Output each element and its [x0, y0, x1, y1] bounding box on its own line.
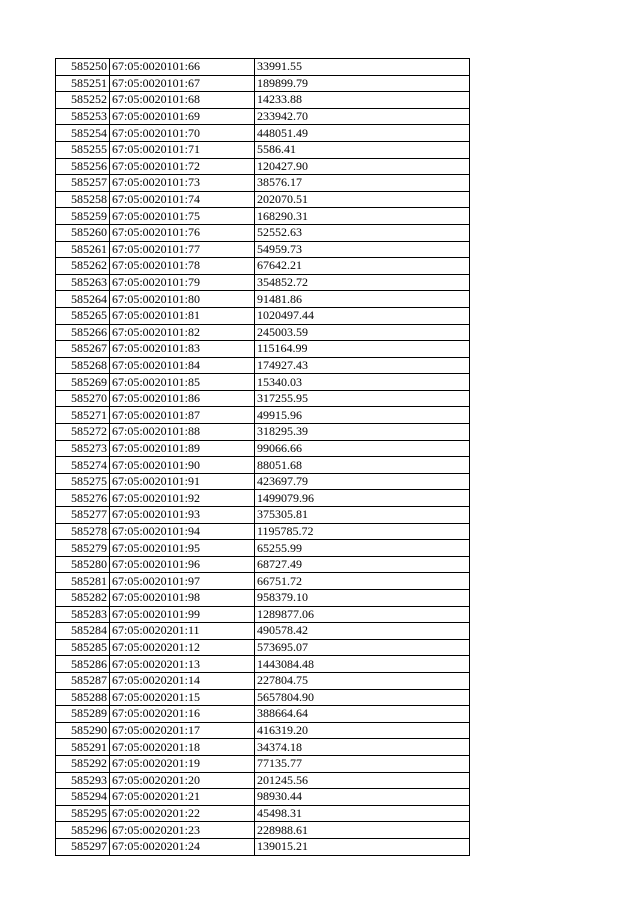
table-row [56, 672, 470, 689]
row-id-cell: 585280 [56, 556, 110, 573]
row-id-cell: 585256 [56, 158, 110, 175]
table-row [56, 357, 470, 374]
table-row [56, 639, 470, 656]
table-row [56, 722, 470, 739]
cadastral-number-cell: 67:05:0020201:21 [110, 789, 255, 806]
table-row [56, 175, 470, 192]
cadastral-number-cell: 67:05:0020101:68 [110, 92, 255, 109]
table-row [56, 755, 470, 772]
cadastral-number-cell: 67:05:0020101:85 [110, 374, 255, 391]
row-id-cell: 585261 [56, 241, 110, 258]
value-cell: 189899.79 [255, 75, 470, 92]
cadastral-number-cell: 67:05:0020201:12 [110, 639, 255, 656]
cadastral-number-cell: 67:05:0020201:17 [110, 722, 255, 739]
value-cell: 99066.66 [255, 440, 470, 457]
row-id-cell: 585295 [56, 805, 110, 822]
value-cell: 33991.55 [255, 59, 470, 76]
cadastral-number-cell: 67:05:0020101:95 [110, 540, 255, 557]
value-cell: 88051.68 [255, 457, 470, 474]
row-id-cell: 585278 [56, 523, 110, 540]
row-id-cell: 585285 [56, 639, 110, 656]
value-cell: 52552.63 [255, 224, 470, 241]
cadastral-number-cell: 67:05:0020101:81 [110, 307, 255, 324]
table-row [56, 507, 470, 524]
value-cell: 115164.99 [255, 341, 470, 358]
row-id-cell: 585265 [56, 307, 110, 324]
table-row [56, 241, 470, 258]
table-row [56, 473, 470, 490]
cadastral-number-cell: 67:05:0020101:82 [110, 324, 255, 341]
row-id-cell: 585293 [56, 772, 110, 789]
table-row [56, 92, 470, 109]
cadastral-number-cell: 67:05:0020101:79 [110, 274, 255, 291]
cadastral-number-cell: 67:05:0020101:84 [110, 357, 255, 374]
table-row [56, 805, 470, 822]
table-row [56, 706, 470, 723]
data-table [55, 58, 470, 856]
row-id-cell: 585272 [56, 424, 110, 441]
table-row [56, 324, 470, 341]
table-body [56, 59, 470, 856]
table-row [56, 523, 470, 540]
cadastral-number-cell: 67:05:0020101:67 [110, 75, 255, 92]
cadastral-number-cell: 67:05:0020101:83 [110, 341, 255, 358]
row-id-cell: 585279 [56, 540, 110, 557]
table-row [56, 689, 470, 706]
row-id-cell: 585257 [56, 175, 110, 192]
value-cell: 67642.21 [255, 258, 470, 275]
table-row [56, 291, 470, 308]
cadastral-number-cell: 67:05:0020101:92 [110, 490, 255, 507]
cadastral-number-cell: 67:05:0020101:97 [110, 573, 255, 590]
cadastral-number-cell: 67:05:0020101:80 [110, 291, 255, 308]
row-id-cell: 585267 [56, 341, 110, 358]
table-row [56, 191, 470, 208]
row-id-cell: 585284 [56, 623, 110, 640]
value-cell: 1289877.06 [255, 606, 470, 623]
value-cell: 227804.75 [255, 672, 470, 689]
cadastral-number-cell: 67:05:0020101:88 [110, 424, 255, 441]
value-cell: 573695.07 [255, 639, 470, 656]
cadastral-number-cell: 67:05:0020101:74 [110, 191, 255, 208]
cadastral-number-cell: 67:05:0020101:89 [110, 440, 255, 457]
cadastral-number-cell: 67:05:0020201:24 [110, 838, 255, 855]
table-row [56, 390, 470, 407]
cadastral-number-cell: 67:05:0020101:93 [110, 507, 255, 524]
value-cell: 490578.42 [255, 623, 470, 640]
value-cell: 354852.72 [255, 274, 470, 291]
table-row [56, 158, 470, 175]
row-id-cell: 585260 [56, 224, 110, 241]
cadastral-number-cell: 67:05:0020101:69 [110, 108, 255, 125]
table-row [56, 540, 470, 557]
cadastral-number-cell: 67:05:0020201:20 [110, 772, 255, 789]
value-cell: 1499079.96 [255, 490, 470, 507]
table-row [56, 490, 470, 507]
row-id-cell: 585269 [56, 374, 110, 391]
row-id-cell: 585297 [56, 838, 110, 855]
cadastral-number-cell: 67:05:0020101:96 [110, 556, 255, 573]
row-id-cell: 585258 [56, 191, 110, 208]
row-id-cell: 585254 [56, 125, 110, 142]
row-id-cell: 585253 [56, 108, 110, 125]
cadastral-number-cell: 67:05:0020101:87 [110, 407, 255, 424]
table-row [56, 224, 470, 241]
table-row [56, 208, 470, 225]
row-id-cell: 585292 [56, 755, 110, 772]
value-cell: 317255.95 [255, 390, 470, 407]
value-cell: 45498.31 [255, 805, 470, 822]
row-id-cell: 585281 [56, 573, 110, 590]
table-row [56, 374, 470, 391]
row-id-cell: 585263 [56, 274, 110, 291]
row-id-cell: 585288 [56, 689, 110, 706]
table-row [56, 440, 470, 457]
row-id-cell: 585259 [56, 208, 110, 225]
row-id-cell: 585287 [56, 672, 110, 689]
cadastral-number-cell: 67:05:0020201:23 [110, 822, 255, 839]
value-cell: 15340.03 [255, 374, 470, 391]
table-row [56, 772, 470, 789]
value-cell: 168290.31 [255, 208, 470, 225]
cadastral-number-cell: 67:05:0020101:66 [110, 59, 255, 76]
value-cell: 245003.59 [255, 324, 470, 341]
table-row [56, 789, 470, 806]
table-row [56, 424, 470, 441]
table-row [56, 59, 470, 76]
value-cell: 38576.17 [255, 175, 470, 192]
table-row [56, 573, 470, 590]
row-id-cell: 585276 [56, 490, 110, 507]
value-cell: 66751.72 [255, 573, 470, 590]
table-row [56, 141, 470, 158]
value-cell: 139015.21 [255, 838, 470, 855]
cadastral-number-cell: 67:05:0020201:15 [110, 689, 255, 706]
table-row [56, 341, 470, 358]
table-row [56, 125, 470, 142]
value-cell: 98930.44 [255, 789, 470, 806]
value-cell: 233942.70 [255, 108, 470, 125]
cadastral-number-cell: 67:05:0020101:77 [110, 241, 255, 258]
row-id-cell: 585289 [56, 706, 110, 723]
row-id-cell: 585250 [56, 59, 110, 76]
row-id-cell: 585271 [56, 407, 110, 424]
table-row [56, 838, 470, 855]
cadastral-number-cell: 67:05:0020101:99 [110, 606, 255, 623]
value-cell: 5586.41 [255, 141, 470, 158]
table-row [56, 623, 470, 640]
row-id-cell: 585264 [56, 291, 110, 308]
cadastral-number-cell: 67:05:0020101:78 [110, 258, 255, 275]
row-id-cell: 585255 [56, 141, 110, 158]
row-id-cell: 585262 [56, 258, 110, 275]
row-id-cell: 585283 [56, 606, 110, 623]
value-cell: 1195785.72 [255, 523, 470, 540]
table-row [56, 75, 470, 92]
row-id-cell: 585275 [56, 473, 110, 490]
cadastral-number-cell: 67:05:0020101:94 [110, 523, 255, 540]
row-id-cell: 585277 [56, 507, 110, 524]
cadastral-number-cell: 67:05:0020101:70 [110, 125, 255, 142]
cadastral-number-cell: 67:05:0020201:13 [110, 656, 255, 673]
cadastral-number-cell: 67:05:0020101:76 [110, 224, 255, 241]
value-cell: 416319.20 [255, 722, 470, 739]
row-id-cell: 585251 [56, 75, 110, 92]
value-cell: 54959.73 [255, 241, 470, 258]
value-cell: 1443084.48 [255, 656, 470, 673]
row-id-cell: 585274 [56, 457, 110, 474]
value-cell: 14233.88 [255, 92, 470, 109]
row-id-cell: 585268 [56, 357, 110, 374]
row-id-cell: 585291 [56, 739, 110, 756]
value-cell: 174927.43 [255, 357, 470, 374]
value-cell: 228988.61 [255, 822, 470, 839]
cadastral-number-cell: 67:05:0020201:19 [110, 755, 255, 772]
row-id-cell: 585296 [56, 822, 110, 839]
cadastral-number-cell: 67:05:0020101:90 [110, 457, 255, 474]
value-cell: 423697.79 [255, 473, 470, 490]
row-id-cell: 585286 [56, 656, 110, 673]
row-id-cell: 585282 [56, 590, 110, 607]
value-cell: 5657804.90 [255, 689, 470, 706]
row-id-cell: 585294 [56, 789, 110, 806]
value-cell: 34374.18 [255, 739, 470, 756]
row-id-cell: 585273 [56, 440, 110, 457]
row-id-cell: 585252 [56, 92, 110, 109]
value-cell: 1020497.44 [255, 307, 470, 324]
value-cell: 68727.49 [255, 556, 470, 573]
value-cell: 120427.90 [255, 158, 470, 175]
cadastral-number-cell: 67:05:0020101:98 [110, 590, 255, 607]
value-cell: 91481.86 [255, 291, 470, 308]
value-cell: 65255.99 [255, 540, 470, 557]
value-cell: 448051.49 [255, 125, 470, 142]
table-row [56, 739, 470, 756]
cadastral-number-cell: 67:05:0020201:11 [110, 623, 255, 640]
table-row [56, 307, 470, 324]
table-row [56, 108, 470, 125]
table-row [56, 556, 470, 573]
cadastral-number-cell: 67:05:0020101:72 [110, 158, 255, 175]
table-row [56, 590, 470, 607]
table-row [56, 606, 470, 623]
table-row [56, 407, 470, 424]
table-row [56, 656, 470, 673]
value-cell: 201245.56 [255, 772, 470, 789]
table-row [56, 258, 470, 275]
cadastral-number-cell: 67:05:0020101:75 [110, 208, 255, 225]
value-cell: 388664.64 [255, 706, 470, 723]
table-row [56, 457, 470, 474]
value-cell: 375305.81 [255, 507, 470, 524]
value-cell: 318295.39 [255, 424, 470, 441]
cadastral-number-cell: 67:05:0020101:86 [110, 390, 255, 407]
cadastral-number-cell: 67:05:0020101:73 [110, 175, 255, 192]
table-row [56, 822, 470, 839]
cadastral-number-cell: 67:05:0020201:22 [110, 805, 255, 822]
value-cell: 49915.96 [255, 407, 470, 424]
table-row [56, 274, 470, 291]
cadastral-number-cell: 67:05:0020101:91 [110, 473, 255, 490]
row-id-cell: 585290 [56, 722, 110, 739]
cadastral-number-cell: 67:05:0020201:14 [110, 672, 255, 689]
row-id-cell: 585270 [56, 390, 110, 407]
cadastral-number-cell: 67:05:0020201:16 [110, 706, 255, 723]
value-cell: 202070.51 [255, 191, 470, 208]
cadastral-number-cell: 67:05:0020201:18 [110, 739, 255, 756]
value-cell: 77135.77 [255, 755, 470, 772]
row-id-cell: 585266 [56, 324, 110, 341]
cadastral-number-cell: 67:05:0020101:71 [110, 141, 255, 158]
value-cell: 958379.10 [255, 590, 470, 607]
